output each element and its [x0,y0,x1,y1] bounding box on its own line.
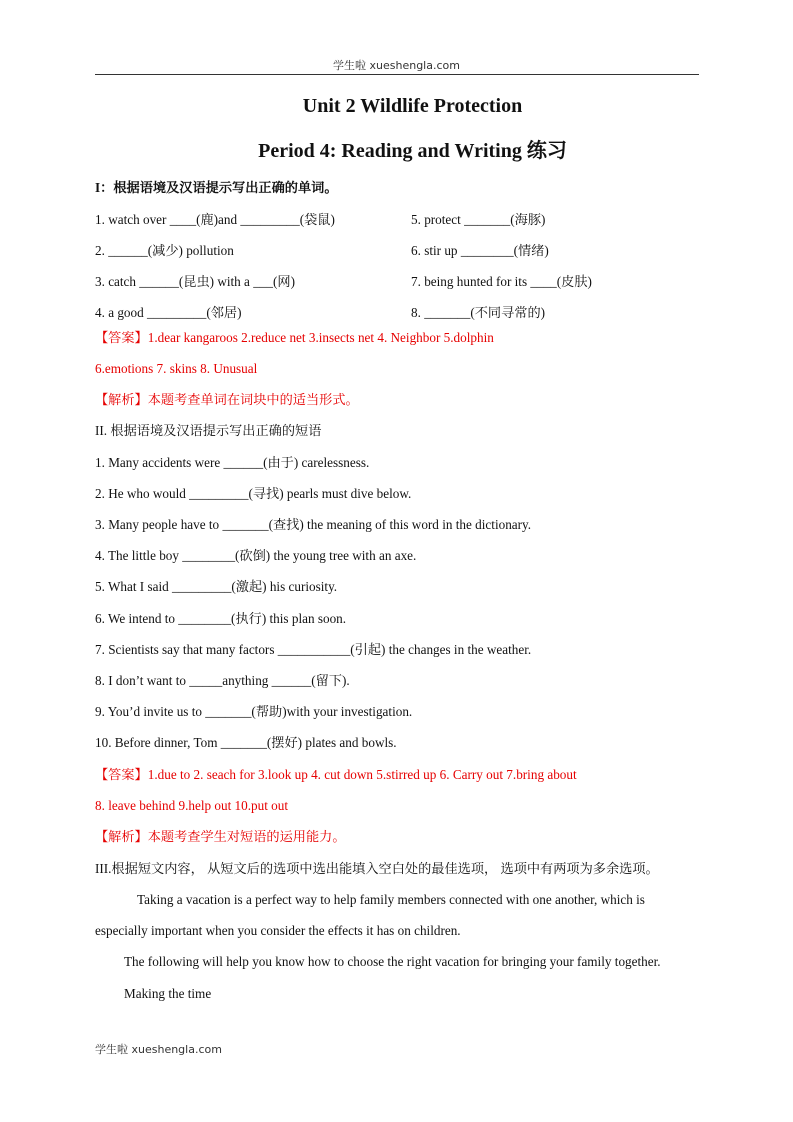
section2-item: 10. Before dinner, Tom _______(摆好) plates and bowls. [95,735,397,750]
section1-item: 4. a good _________(邻居) [95,305,242,320]
page-footer: 学生啦 xueshengla.com [95,1043,222,1056]
section2-item: 9. You’d invite us to _______(帮助)with your investigation. [95,704,413,719]
section1-heading: I：根据语境及汉语提示写出正确的单词。 [95,180,338,195]
section2-item: 2. He who would _________(寻找) pearls must dive below. [95,486,412,501]
section2-item: 4. The little boy ________(砍倒) the young tree with an axe. [95,548,417,563]
document-title: Unit 2 Wildlife Protection [302,95,523,117]
passage-paragraph: Taking a vacation is a perfect way to help family members connected with one another, which is [137,892,645,907]
section1-item: 7. being hunted for its ____(皮肤) [411,274,592,289]
header-divider [95,74,699,75]
section1-item: 6. stir up ________(情绪) [411,243,549,258]
section2-item: 6. We intend to ________(执行) this plan soon. [95,611,347,626]
section1-item: 8. _______(不同寻常的) [411,305,546,320]
section1-analysis: 【解析】本题考查单词在词块中的适当形式。 [95,392,359,407]
section2-item: 7. Scientists say that many factors ___________(引起) the changes in the weather. [95,642,532,657]
page-header: 学生啦 xueshengla.com [333,59,460,72]
document-subtitle: Period 4: Reading and Writing 练习 [258,140,567,162]
section1-answer-cont: 6.emotions 7. skins 8. Unusual [95,361,258,376]
section2-answer: 【答案】1.due to 2. seach for 3.look up 4. cut down 5.stirred up 6. Carry out 7.bring about [95,767,577,782]
passage-paragraph-cont: especially important when you consider the effects it has on children. [95,923,461,938]
section2-item: 1. Many accidents were ______(由于) carelessness. [95,455,370,470]
section2-heading: II. 根据语境及汉语提示写出正确的短语 [95,423,322,438]
passage-paragraph: The following will help you know how to choose the right vacation for bringing your family together. [124,954,661,969]
section3-heading: III.根据短文内容， 从短文后的选项中选出能填入空白处的最佳选项， 选项中有两项为多余选项。 [95,861,659,876]
section2-answer-cont: 8. leave behind 9.help out 10.put out [95,798,289,813]
section2-item: 5. What I said _________(激起) his curiosity. [95,579,338,594]
section1-item: 2. ______(减少) pollution [95,243,234,258]
section1-answer: 【答案】1.dear kangaroos 2.reduce net 3.insects net 4. Neighbor 5.dolphin [95,330,494,345]
section2-item: 3. Many people have to _______(查找) the meaning of this word in the dictionary. [95,517,532,532]
section2-item: 8. I don’t want to _____anything ______(留下). [95,673,350,688]
passage-subheading: Making the time [124,986,212,1001]
section1-item: 5. protect _______(海豚) [411,212,546,227]
section2-analysis: 【解析】本题考查学生对短语的运用能力。 [95,829,346,844]
section1-item: 3. catch ______(昆虫) with a ___(网) [95,274,295,289]
section1-item: 1. watch over ____(鹿)and _________(袋鼠) [95,212,335,227]
